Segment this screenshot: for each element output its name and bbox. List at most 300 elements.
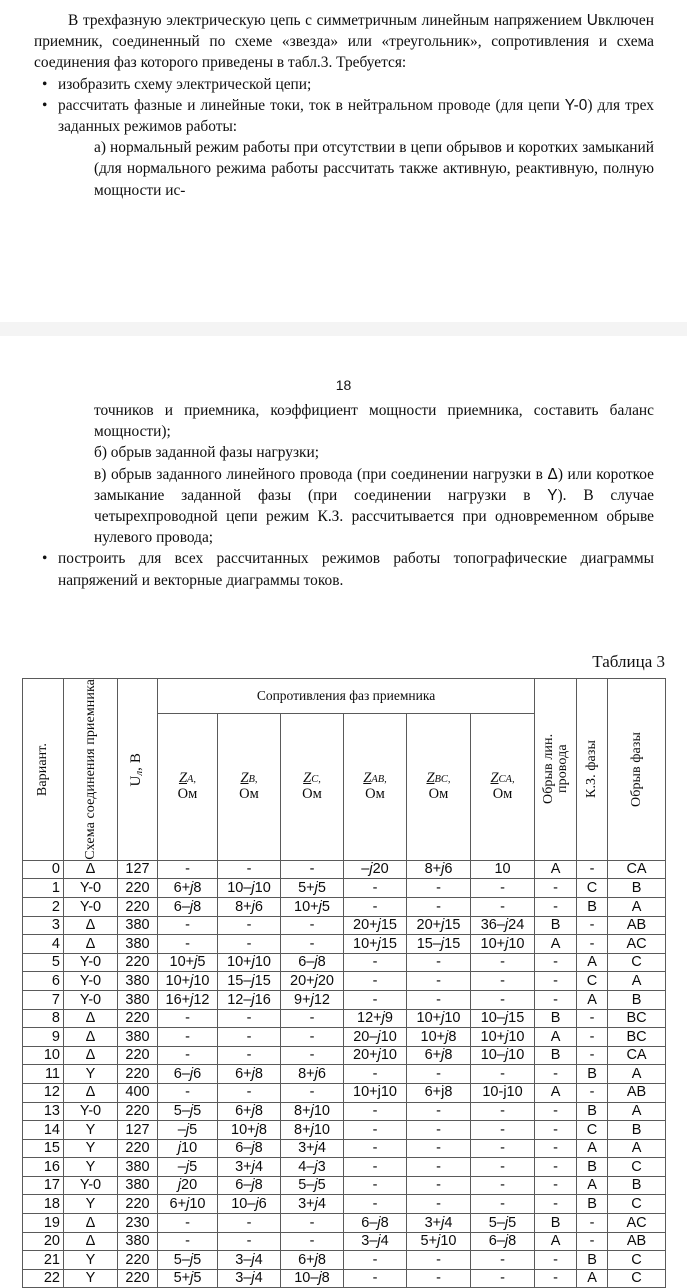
table-header-row-group bbox=[23, 679, 666, 714]
cell-voltage: 220 bbox=[118, 1009, 158, 1028]
table-row bbox=[23, 1102, 666, 1121]
cell-za: j10 bbox=[158, 1139, 218, 1158]
cell-zb: - bbox=[218, 1083, 281, 1102]
header-impedances-group: Сопротивления фаз приемника bbox=[158, 679, 535, 714]
cell-break-line: - bbox=[535, 897, 577, 916]
cell-break-phase: BC bbox=[608, 1028, 666, 1047]
cell-zb: 6–j8 bbox=[218, 1176, 281, 1195]
cell-zb: 10–j6 bbox=[218, 1195, 281, 1214]
requirements-list bbox=[34, 74, 654, 138]
cell-variant: 15 bbox=[23, 1139, 64, 1158]
cell-voltage: 220 bbox=[118, 953, 158, 972]
cell-zbc: - bbox=[407, 879, 471, 898]
header-zc-symbol: Z bbox=[303, 770, 312, 787]
cell-break-phase: B bbox=[608, 990, 666, 1009]
table-row bbox=[23, 953, 666, 972]
cell-break-phase: B bbox=[608, 1176, 666, 1195]
cell-zc: - bbox=[281, 1009, 344, 1028]
cell-zbc: - bbox=[407, 1158, 471, 1177]
cell-scheme: Δ bbox=[64, 860, 118, 879]
cell-short-phase: - bbox=[577, 1028, 608, 1047]
cell-za: 6+j10 bbox=[158, 1195, 218, 1214]
header-voltage-label bbox=[129, 753, 146, 786]
cell-zca: 10-j10 bbox=[471, 1083, 535, 1102]
cell-zab: - bbox=[344, 972, 407, 991]
header-break-phase-label: Обрыв фазы bbox=[628, 731, 644, 807]
cell-zb: 3+j4 bbox=[218, 1158, 281, 1177]
cell-zbc: 6+j8 bbox=[407, 1083, 471, 1102]
header-zca-label bbox=[471, 771, 534, 802]
cell-break-phase: CA bbox=[608, 860, 666, 879]
cell-zab: - bbox=[344, 1269, 407, 1288]
cell-za: - bbox=[158, 860, 218, 879]
cell-zc: 5–j5 bbox=[281, 1176, 344, 1195]
cell-voltage: 380 bbox=[118, 935, 158, 954]
cell-zca: 10–j10 bbox=[471, 1046, 535, 1065]
header-zc-subscript: C, bbox=[311, 774, 321, 786]
cell-zc: - bbox=[281, 1046, 344, 1065]
table-row bbox=[23, 879, 666, 898]
cell-zab: 20–j10 bbox=[344, 1028, 407, 1047]
variants-table-wrapper bbox=[22, 678, 665, 1288]
cell-voltage: 380 bbox=[118, 990, 158, 1009]
header-zb-symbol: Z bbox=[240, 770, 249, 787]
cell-zc: - bbox=[281, 1214, 344, 1233]
cell-zca: 10+j10 bbox=[471, 1028, 535, 1047]
cell-break-phase: A bbox=[608, 972, 666, 991]
cell-scheme: Y bbox=[64, 1195, 118, 1214]
cell-voltage: 380 bbox=[118, 916, 158, 935]
cell-scheme: Y-0 bbox=[64, 897, 118, 916]
header-voltage bbox=[118, 679, 158, 861]
cell-zca: 10–j15 bbox=[471, 1009, 535, 1028]
cell-scheme: Δ bbox=[64, 1028, 118, 1047]
cell-short-phase: B bbox=[577, 1065, 608, 1084]
cell-variant: 12 bbox=[23, 1083, 64, 1102]
cell-zb: 12–j16 bbox=[218, 990, 281, 1009]
cell-variant: 19 bbox=[23, 1214, 64, 1233]
cell-za: 5–j5 bbox=[158, 1251, 218, 1270]
cell-zc: - bbox=[281, 1232, 344, 1251]
header-break-phase bbox=[608, 679, 666, 861]
header-scheme bbox=[64, 679, 118, 861]
cell-zb: 3–j4 bbox=[218, 1269, 281, 1288]
cell-scheme: Y-0 bbox=[64, 953, 118, 972]
cell-zab: - bbox=[344, 1176, 407, 1195]
cell-break-line: A bbox=[535, 860, 577, 879]
cell-break-phase: AC bbox=[608, 1214, 666, 1233]
cell-za: –j5 bbox=[158, 1121, 218, 1140]
cell-zbc: - bbox=[407, 1176, 471, 1195]
cell-zbc: 10+j8 bbox=[407, 1028, 471, 1047]
cell-short-phase: - bbox=[577, 860, 608, 879]
cell-variant: 7 bbox=[23, 990, 64, 1009]
cell-zb: - bbox=[218, 860, 281, 879]
bullet-icon: • bbox=[42, 96, 48, 114]
header-variant bbox=[23, 679, 64, 861]
cell-zbc: - bbox=[407, 897, 471, 916]
table-row bbox=[23, 1214, 666, 1233]
cell-scheme: Δ bbox=[64, 1083, 118, 1102]
cell-za: - bbox=[158, 1046, 218, 1065]
header-zb-unit: Ом bbox=[239, 786, 259, 803]
table-caption: Таблица 3 bbox=[592, 652, 665, 671]
cell-break-line: A bbox=[535, 1083, 577, 1102]
cell-variant: 11 bbox=[23, 1065, 64, 1084]
table-row bbox=[23, 1009, 666, 1028]
cell-short-phase: - bbox=[577, 1214, 608, 1233]
cell-variant: 6 bbox=[23, 972, 64, 991]
cell-zab: - bbox=[344, 1139, 407, 1158]
table-row bbox=[23, 1195, 666, 1214]
cell-variant: 1 bbox=[23, 879, 64, 898]
cell-zc: 8+j10 bbox=[281, 1121, 344, 1140]
cell-zbc: - bbox=[407, 953, 471, 972]
cell-zc: 4–j3 bbox=[281, 1158, 344, 1177]
cell-break-phase: A bbox=[608, 1139, 666, 1158]
cell-break-phase: C bbox=[608, 1158, 666, 1177]
cell-short-phase: - bbox=[577, 935, 608, 954]
cell-zca: - bbox=[471, 1176, 535, 1195]
table-row bbox=[23, 1176, 666, 1195]
cell-break-phase: C bbox=[608, 1251, 666, 1270]
cell-zb: - bbox=[218, 1214, 281, 1233]
cell-za: - bbox=[158, 1232, 218, 1251]
header-zc bbox=[281, 713, 344, 860]
cell-zb: 6+j8 bbox=[218, 1102, 281, 1121]
header-short-phase bbox=[577, 679, 608, 861]
cell-zc: - bbox=[281, 1028, 344, 1047]
cell-variant: 10 bbox=[23, 1046, 64, 1065]
cell-variant: 16 bbox=[23, 1158, 64, 1177]
cell-break-line: - bbox=[535, 953, 577, 972]
cell-zab: - bbox=[344, 990, 407, 1009]
cell-zbc: - bbox=[407, 1251, 471, 1270]
cell-scheme: Δ bbox=[64, 1009, 118, 1028]
voltage-symbol-u: U bbox=[586, 12, 598, 29]
cell-zc: 5+j5 bbox=[281, 879, 344, 898]
cell-break-line: A bbox=[535, 935, 577, 954]
cell-zca: - bbox=[471, 1251, 535, 1270]
table-row bbox=[23, 1269, 666, 1288]
cell-variant: 13 bbox=[23, 1102, 64, 1121]
cell-zc: - bbox=[281, 916, 344, 935]
cell-variant: 5 bbox=[23, 953, 64, 972]
cell-zc: - bbox=[281, 1083, 344, 1102]
cell-break-phase: C bbox=[608, 1195, 666, 1214]
cell-scheme: Y bbox=[64, 1121, 118, 1140]
cell-za: 10+j10 bbox=[158, 972, 218, 991]
cell-za: 16+j12 bbox=[158, 990, 218, 1009]
item-a-paragraph: а) нормальный режим работы при отсутствии в цепи обрывов и коротких замыканий (для нормального режима работы рассчитать также активную, реактивную, полную мощности ис- bbox=[94, 139, 654, 199]
header-scheme-label: Схема соединения приемника bbox=[82, 679, 98, 860]
cell-zc: 3+j4 bbox=[281, 1139, 344, 1158]
cell-break-line: - bbox=[535, 1251, 577, 1270]
page-number: 18 bbox=[335, 377, 352, 393]
cell-scheme: Y bbox=[64, 1139, 118, 1158]
cell-za: - bbox=[158, 1083, 218, 1102]
header-zca-unit: Ом bbox=[492, 786, 513, 803]
table-row bbox=[23, 1046, 666, 1065]
cell-zbc: 5+j10 bbox=[407, 1232, 471, 1251]
header-zab bbox=[344, 713, 407, 860]
cell-scheme: Y bbox=[64, 1158, 118, 1177]
cell-zab: - bbox=[344, 1121, 407, 1140]
cell-short-phase: A bbox=[577, 1176, 608, 1195]
list-item-label: изобразить схему электрической цепи; bbox=[58, 75, 312, 93]
cell-zab: 10+j10 bbox=[344, 1083, 407, 1102]
cell-voltage: 220 bbox=[118, 897, 158, 916]
header-zbc bbox=[407, 713, 471, 860]
cell-voltage: 380 bbox=[118, 1028, 158, 1047]
header-zab-symbol: Z bbox=[363, 770, 372, 787]
cell-short-phase: A bbox=[577, 990, 608, 1009]
cell-break-line: - bbox=[535, 1195, 577, 1214]
cell-voltage: 220 bbox=[118, 1139, 158, 1158]
cell-zca: 10+j10 bbox=[471, 935, 535, 954]
cell-voltage: 220 bbox=[118, 1251, 158, 1270]
cell-zab: - bbox=[344, 897, 407, 916]
cell-zbc: - bbox=[407, 990, 471, 1009]
cell-zab: - bbox=[344, 1158, 407, 1177]
item-a-continuation: точников и приемника, коэффициент мощности приемника, составить баланс мощности); bbox=[94, 402, 654, 441]
cell-zb: 6–j8 bbox=[218, 1139, 281, 1158]
table-row bbox=[23, 1083, 666, 1102]
cell-zca: - bbox=[471, 1121, 535, 1140]
header-break-line-label: Обрыв лин. провода bbox=[540, 734, 570, 805]
cell-za: - bbox=[158, 935, 218, 954]
cell-break-line: - bbox=[535, 1102, 577, 1121]
cell-zc: 10+j5 bbox=[281, 897, 344, 916]
cell-za: - bbox=[158, 1028, 218, 1047]
cell-voltage: 220 bbox=[118, 1102, 158, 1121]
cell-zab: - bbox=[344, 1065, 407, 1084]
table-row bbox=[23, 1251, 666, 1270]
cell-break-line: - bbox=[535, 1269, 577, 1288]
bullet-icon: • bbox=[42, 75, 48, 93]
cell-za: 6–j8 bbox=[158, 897, 218, 916]
variants-table bbox=[22, 678, 666, 1288]
cell-zab: 6–j8 bbox=[344, 1214, 407, 1233]
cell-zab: 20+j15 bbox=[344, 916, 407, 935]
cell-scheme: Y-0 bbox=[64, 1176, 118, 1195]
cell-scheme: Y-0 bbox=[64, 1102, 118, 1121]
header-za-subscript: A, bbox=[187, 774, 197, 786]
cell-scheme: Δ bbox=[64, 916, 118, 935]
cell-zab: 12+j9 bbox=[344, 1009, 407, 1028]
table-row bbox=[23, 990, 666, 1009]
cell-zb: 6+j8 bbox=[218, 1065, 281, 1084]
cell-break-line: - bbox=[535, 1176, 577, 1195]
table-body bbox=[23, 860, 666, 1288]
cell-short-phase: B bbox=[577, 1158, 608, 1177]
cell-zbc: - bbox=[407, 1065, 471, 1084]
cell-zca: - bbox=[471, 1139, 535, 1158]
cell-zb: 10+j10 bbox=[218, 953, 281, 972]
cell-break-phase: AC bbox=[608, 935, 666, 954]
cell-zca: - bbox=[471, 1158, 535, 1177]
cell-short-phase: - bbox=[577, 1009, 608, 1028]
cell-voltage: 127 bbox=[118, 1121, 158, 1140]
cell-voltage: 230 bbox=[118, 1214, 158, 1233]
cell-break-phase: B bbox=[608, 1121, 666, 1140]
cell-zb: 10–j10 bbox=[218, 879, 281, 898]
cell-short-phase: - bbox=[577, 916, 608, 935]
list-item-label: построить для всех рассчитанных режимов работы топографические диаграммы напряжений и векторные диаграммы токов. bbox=[58, 550, 654, 589]
cell-short-phase: - bbox=[577, 1046, 608, 1065]
cell-zca: - bbox=[471, 1102, 535, 1121]
cell-scheme: Y-0 bbox=[64, 990, 118, 1009]
cell-break-phase: C bbox=[608, 1269, 666, 1288]
cell-break-line: - bbox=[535, 972, 577, 991]
list-item-build-diagrams bbox=[34, 548, 654, 590]
intro-text-part1: В трехфазную электрическую цепь с симметричным линейным напряжением bbox=[68, 12, 587, 29]
cell-variant: 14 bbox=[23, 1121, 64, 1140]
cell-zca: - bbox=[471, 1065, 535, 1084]
header-voltage-sub: л bbox=[134, 770, 146, 776]
header-za-symbol: Z bbox=[178, 770, 188, 787]
cell-short-phase: C bbox=[577, 972, 608, 991]
cell-variant: 8 bbox=[23, 1009, 64, 1028]
cell-break-phase: A bbox=[608, 1102, 666, 1121]
cell-short-phase: C bbox=[577, 1121, 608, 1140]
intro-paragraph bbox=[34, 10, 654, 74]
table-row bbox=[23, 1121, 666, 1140]
cell-zab: - bbox=[344, 879, 407, 898]
cell-break-line: - bbox=[535, 990, 577, 1009]
header-zbc-subscript: BC, bbox=[434, 774, 451, 786]
cell-variant: 17 bbox=[23, 1176, 64, 1195]
cell-zb: 10+j8 bbox=[218, 1121, 281, 1140]
cell-break-line: - bbox=[535, 1158, 577, 1177]
cell-variant: 22 bbox=[23, 1269, 64, 1288]
item-v-text-part2: ) или короткое замыкание заданной фазы (при соединении нагрузки в bbox=[94, 465, 654, 504]
cell-zc: 9+j12 bbox=[281, 990, 344, 1009]
cell-voltage: 220 bbox=[118, 1065, 158, 1084]
header-zbc-unit: Ом bbox=[428, 786, 449, 803]
cell-variant: 9 bbox=[23, 1028, 64, 1047]
cell-za: j20 bbox=[158, 1176, 218, 1195]
header-short-phase-label: К.З. фазы bbox=[584, 740, 600, 799]
table-row bbox=[23, 935, 666, 954]
cell-voltage: 220 bbox=[118, 1269, 158, 1288]
cell-scheme: Y-0 bbox=[64, 972, 118, 991]
header-za-unit: Ом bbox=[177, 786, 198, 803]
cell-zbc: 8+j6 bbox=[407, 860, 471, 879]
cell-break-line: B bbox=[535, 1046, 577, 1065]
cell-zb: 15–j15 bbox=[218, 972, 281, 991]
cell-zb: - bbox=[218, 1028, 281, 1047]
cell-zca: - bbox=[471, 879, 535, 898]
header-zbc-label bbox=[407, 771, 470, 802]
cell-zbc: 6+j8 bbox=[407, 1046, 471, 1065]
cell-voltage: 380 bbox=[118, 1158, 158, 1177]
cell-break-line: - bbox=[535, 1065, 577, 1084]
cell-break-line: B bbox=[535, 916, 577, 935]
table-row bbox=[23, 1158, 666, 1177]
cell-za: 5–j5 bbox=[158, 1102, 218, 1121]
cell-za: - bbox=[158, 1009, 218, 1028]
table-row bbox=[23, 972, 666, 991]
item-v-text-part1: в) обрыв заданного линейного провода (при соединении нагрузки в bbox=[94, 465, 548, 483]
cell-break-phase: AB bbox=[608, 1083, 666, 1102]
cell-scheme: Δ bbox=[64, 1214, 118, 1233]
cell-short-phase: B bbox=[577, 1102, 608, 1121]
header-zca-subscript: CA, bbox=[498, 774, 515, 786]
cell-zbc: - bbox=[407, 1102, 471, 1121]
cell-variant: 0 bbox=[23, 860, 64, 879]
cell-zca: - bbox=[471, 953, 535, 972]
cell-zc: 3+j4 bbox=[281, 1195, 344, 1214]
cell-zca: - bbox=[471, 1269, 535, 1288]
cell-zca: - bbox=[471, 990, 535, 1009]
cell-zca: - bbox=[471, 897, 535, 916]
cell-break-phase: B bbox=[608, 879, 666, 898]
cell-short-phase: B bbox=[577, 897, 608, 916]
table-row bbox=[23, 1232, 666, 1251]
cell-zab: - bbox=[344, 1251, 407, 1270]
cell-zca: 36–j24 bbox=[471, 916, 535, 935]
cell-zab: 10+j15 bbox=[344, 935, 407, 954]
header-zab-subscript: AB, bbox=[371, 774, 387, 786]
cell-break-line: B bbox=[535, 1009, 577, 1028]
header-zab-label bbox=[344, 771, 406, 802]
cell-short-phase: A bbox=[577, 1269, 608, 1288]
bullet-icon: • bbox=[42, 550, 48, 568]
cell-zc: 10–j8 bbox=[281, 1269, 344, 1288]
cell-zb: 8+j6 bbox=[218, 897, 281, 916]
cell-zab: - bbox=[344, 1195, 407, 1214]
header-voltage-main: U bbox=[128, 775, 145, 787]
cell-za: –j5 bbox=[158, 1158, 218, 1177]
list-item-draw-circuit bbox=[34, 74, 654, 95]
cell-break-line: - bbox=[535, 1121, 577, 1140]
header-zb-label bbox=[218, 771, 280, 802]
cell-variant: 3 bbox=[23, 916, 64, 935]
cell-zca: - bbox=[471, 972, 535, 991]
cell-break-line: - bbox=[535, 879, 577, 898]
bottom-text-block bbox=[34, 400, 654, 591]
cell-zbc: 3+j4 bbox=[407, 1214, 471, 1233]
cell-break-phase: BC bbox=[608, 1009, 666, 1028]
cell-zbc: 20+j15 bbox=[407, 916, 471, 935]
cell-short-phase: A bbox=[577, 953, 608, 972]
cell-variant: 2 bbox=[23, 897, 64, 916]
item-b-paragraph: б) обрыв заданной фазы нагрузки; bbox=[94, 444, 320, 462]
cell-za: 6+j8 bbox=[158, 879, 218, 898]
cell-variant: 21 bbox=[23, 1251, 64, 1270]
cell-zbc: 10+j10 bbox=[407, 1009, 471, 1028]
cell-scheme: Y-0 bbox=[64, 879, 118, 898]
table-head bbox=[23, 679, 666, 861]
cell-voltage: 380 bbox=[118, 1232, 158, 1251]
cell-short-phase: B bbox=[577, 1251, 608, 1270]
list-item-calc-currents bbox=[34, 95, 654, 137]
cell-zbc: - bbox=[407, 1121, 471, 1140]
table-row bbox=[23, 860, 666, 879]
cell-za: 10+j5 bbox=[158, 953, 218, 972]
cell-zab: –j20 bbox=[344, 860, 407, 879]
cell-zc: 6+j8 bbox=[281, 1251, 344, 1270]
cell-break-line: - bbox=[535, 1139, 577, 1158]
cell-zc: 8+j6 bbox=[281, 1065, 344, 1084]
cell-zca: - bbox=[471, 1195, 535, 1214]
cell-break-line: A bbox=[535, 1232, 577, 1251]
cell-short-phase: A bbox=[577, 1139, 608, 1158]
header-break-line bbox=[535, 679, 577, 861]
cell-short-phase: C bbox=[577, 879, 608, 898]
cell-break-line: A bbox=[535, 1028, 577, 1047]
